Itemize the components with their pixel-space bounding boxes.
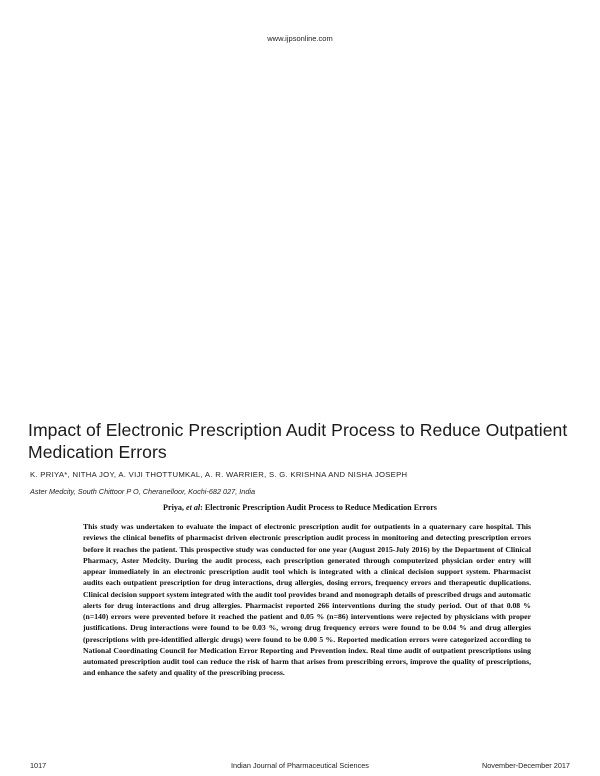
journal-url[interactable]: www.ijpsonline.com [267,34,333,43]
journal-name: Indian Journal of Pharmaceutical Sciences [231,761,369,770]
page-number: 1017 [30,761,47,770]
abstract: This study was undertaken to evaluate the impact of electronic prescription audit for outpatients in a quaternary care hospital. This reviews the clinical benefits of pharmacist driven electronic prescription audit process in monitoring and detecting prescription errors before it reaches the patient. This prospective study was conducted for one year (August 2015-July 2016) by the Department of Clinical Pharmacy, Aster Medcity. During the audit process, each prescription generated through computerized physician order entry will appear immediately in an electronic prescription audit tool which is integrated with a clinical decision support system. Pharmacist audits each outpatient prescription for drug interactions, drug allergies, dosing errors, frequency errors and therapeutic duplications. Clinical decision support system integrated with the audit tool provides brand and monograph details of prescribed drugs and automatic alerts for drug interactions and drug allergies. Pharmacist reported 266 interventions during the study period. Out of that 0.08 % (n=140) errors were prevented before it reached the patient and 0.05 % (n=86) interventions were rejected by physicians with proper justifications. Drug interactions were found to be 0.03 %, wrong drug frequency errors were found to be 0.04 % and drug allergies (prescriptions with pre-identified allergic drugs) were found to be 0.00 5 %. Reported medication errors were categorized according to National Coordinating Council for Medication Error Reporting and Prevention index. Real time audit of outpatient prescriptions using automated prescription audit tool can reduce the risk of harm that arises from prescribing errors, improve the quality of prescriptions, and enhance the safety and quality of the prescribing process. [83,522,531,678]
author-affiliation: Aster Medcity, South Chittoor P O, Cheranelloor, Kochi-682 027, India [30,487,256,496]
running-head [0,503,600,512]
running-head-author: Priya, [163,503,184,512]
author-list: K. PRIYA*, NITHA JOY, A. VIJI THOTTUMKAL, A. R. WARRIER, S. G. KRISHNA AND NISHA JOSEPH [30,470,408,479]
article-title: Impact of Electronic Prescription Audit Process to Reduce Outpatient Medication Errors [28,420,568,462]
running-head-etal: et al [185,503,201,512]
running-head-title: : Electronic Prescription Audit Process to Reduce Medication Errors [200,503,437,512]
issue-date: November-December 2017 [481,761,570,770]
